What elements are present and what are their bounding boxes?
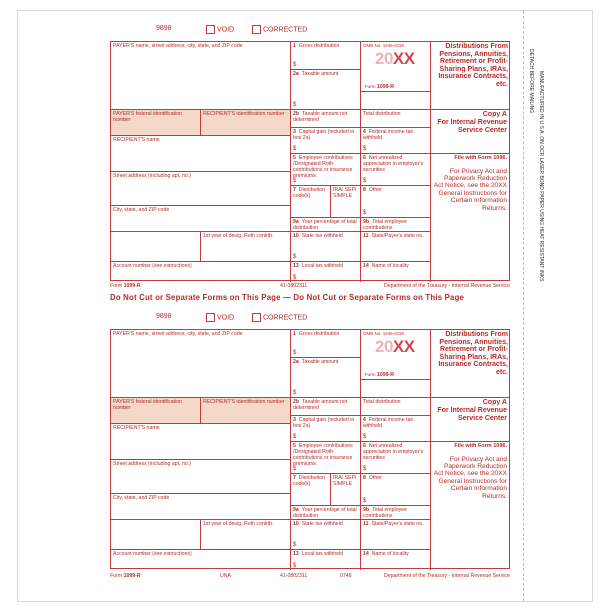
- form-grid: [110, 41, 510, 281]
- box3-field[interactable]: 3 Capital gain (included in box 2a) $: [291, 416, 361, 442]
- recipient-name-field[interactable]: RECIPIENT'S name: [111, 136, 291, 172]
- void-checkbox[interactable]: VOID: [206, 25, 234, 34]
- payer-tin-field[interactable]: PAYER'S federal identification number: [111, 398, 201, 424]
- box13-field[interactable]: 13 Local tax withheld $: [291, 550, 361, 570]
- box9a-field[interactable]: 9a Your percentage of total distribution: [291, 506, 361, 520]
- box2a-field[interactable]: 2a Taxable amount $: [291, 358, 361, 398]
- form-header-row: [110, 313, 510, 327]
- box10-field[interactable]: 10 State tax withheld $: [291, 520, 361, 550]
- box5-field[interactable]: 5 Employee contributions /Designated Roth contributions or insurance premiums $: [291, 442, 361, 474]
- box14-field[interactable]: 14 Name of locality: [361, 550, 431, 570]
- first-year-roth-field[interactable]: 1st year of desig. Roth contrib.: [201, 232, 291, 262]
- account-number-field[interactable]: Account number (see instructions): [111, 550, 291, 570]
- street-address-field[interactable]: Street address (including apt. no.): [111, 172, 291, 206]
- box9b-field[interactable]: 9b Total employee contributions: [361, 218, 431, 232]
- box3-field[interactable]: 3 Capital gain (included in box 2a) $: [291, 128, 361, 154]
- ira-sep-simple-field[interactable]: IRA/ SEP/ SIMPLE: [331, 474, 361, 506]
- recipient-tin-field[interactable]: RECIPIENT'S identification number: [201, 398, 291, 424]
- notice-box: File with Form 1096. For Privacy Act and Paperwork Reduction Act Notice, see the 20XX General Instructions for Certain Information Returns.: [433, 155, 507, 212]
- box9a-field[interactable]: 9a Your percentage of total distribution: [291, 218, 361, 232]
- spacer: [361, 380, 431, 398]
- box4-field[interactable]: 4 Federal income tax withheld $: [361, 128, 431, 154]
- form-footer: Form 1099-R UNA 41-0802311 0748 Department of the Treasury - Internal Revenue Service: [110, 573, 510, 579]
- box2b-field[interactable]: 2b Taxable amount not determined: [291, 398, 361, 416]
- spacer: [111, 232, 201, 262]
- corrected-checkbox[interactable]: CORRECTED: [252, 313, 307, 322]
- omb-year-box: OMB No. 1545-0119 20XX Form 1099-R: [361, 330, 431, 380]
- control-number: 9898: [156, 313, 172, 320]
- box11-field[interactable]: 11 State/Payer's state no.: [361, 520, 431, 550]
- form-copy-top: [110, 11, 510, 311]
- control-number: 9898: [156, 25, 172, 32]
- omb-year-box: OMB No. 1545-0119 20XX Form 1099-R: [361, 42, 431, 92]
- box9b-field[interactable]: 9b Total employee contributions: [361, 506, 431, 520]
- box5-field[interactable]: 5 Employee contributions /Designated Roth contributions or insurance premiums $: [291, 154, 361, 186]
- total-dist-field[interactable]: Total distribution: [361, 110, 431, 128]
- notice-box: File with Form 1096. For Privacy Act and Paperwork Reduction Act Notice, see the 20XX General Instructions for Certain Information Returns.: [433, 443, 507, 500]
- form-footer: Form 1099-R 41-0802311 Department of the Treasury - Internal Revenue Service: [110, 283, 510, 289]
- form-title-box: Distributions From Pensions, Annuities, Retirement or Profit-Sharing Plans, IRAs, Insurance Contracts, etc.: [431, 330, 509, 398]
- form-sheet: [17, 10, 593, 602]
- form-grid: [110, 329, 510, 569]
- recipient-name-field[interactable]: RECIPIENT'S name: [111, 424, 291, 460]
- ira-sep-simple-field[interactable]: IRA/ SEP/ SIMPLE: [331, 186, 361, 218]
- void-checkbox[interactable]: VOID: [206, 313, 234, 322]
- copy-a-box: Copy A For Internal Revenue Service Center: [431, 398, 509, 442]
- box2b-field[interactable]: 2b Taxable amount not determined: [291, 110, 361, 128]
- copy-a-box: Copy A For Internal Revenue Service Center: [431, 110, 509, 154]
- payer-info-field[interactable]: PAYER'S name, street address, city, state, and ZIP code: [111, 42, 291, 110]
- box10-field[interactable]: 10 State tax withheld $: [291, 232, 361, 262]
- detach-text: DETACH BEFORE MAILING: [528, 49, 534, 114]
- payer-info-field[interactable]: PAYER'S name, street address, city, state, and ZIP code: [111, 330, 291, 398]
- account-number-field[interactable]: Account number (see instructions): [111, 262, 291, 282]
- form-header-row: [110, 25, 510, 39]
- city-state-zip-field[interactable]: City, state, and ZIP code: [111, 494, 291, 520]
- box14-field[interactable]: 14 Name of locality: [361, 262, 431, 282]
- recipient-tin-field[interactable]: RECIPIENT'S identification number: [201, 110, 291, 136]
- box6-field[interactable]: 6 Net unrealized appreciation in employer's securities $: [361, 442, 431, 474]
- box1-field[interactable]: 1 Gross distribution $: [291, 42, 361, 70]
- tax-year: 20XX: [375, 337, 415, 356]
- spacer: [111, 520, 201, 550]
- form-title-box: Distributions From Pensions, Annuities, Retirement or Profit-Sharing Plans, IRAs, Insurance Contracts, etc.: [431, 42, 509, 110]
- box2a-field[interactable]: 2a Taxable amount $: [291, 70, 361, 110]
- tax-year: 20XX: [375, 49, 415, 68]
- first-year-roth-field[interactable]: 1st year of desig. Roth contrib.: [201, 520, 291, 550]
- box13-field[interactable]: 13 Local tax withheld $: [291, 262, 361, 282]
- box6-field[interactable]: 6 Net unrealized appreciation in employer's securities $: [361, 154, 431, 186]
- payer-tin-field[interactable]: PAYER'S federal identification number: [111, 110, 201, 136]
- form-copy-bottom: [110, 311, 510, 601]
- total-dist-field[interactable]: Total distribution: [361, 398, 431, 416]
- perforation-line: [523, 11, 524, 601]
- box4-field[interactable]: 4 Federal income tax withheld $: [361, 416, 431, 442]
- city-state-zip-field[interactable]: City, state, and ZIP code: [111, 206, 291, 232]
- box8-field[interactable]: 8 Other $: [361, 186, 431, 218]
- spacer: [361, 92, 431, 110]
- do-not-cut-notice: Do Not Cut or Separate Forms on This Page — Do Not Cut or Separate Forms on This Page: [110, 293, 465, 302]
- box8-field[interactable]: 8 Other $: [361, 474, 431, 506]
- manufactured-text: MANUFACTURED IN U.S.A. ON OCR LASER BOND PAPER USING HEAT RESISTANT INKS: [538, 71, 544, 282]
- box1-field[interactable]: 1 Gross distribution $: [291, 330, 361, 358]
- corrected-checkbox[interactable]: CORRECTED: [252, 25, 307, 34]
- box11-field[interactable]: 11 State/Payer's state no.: [361, 232, 431, 262]
- street-address-field[interactable]: Street address (including apt. no.): [111, 460, 291, 494]
- box7-field[interactable]: 7 Distribution code(s): [291, 474, 331, 506]
- box7-field[interactable]: 7 Distribution code(s): [291, 186, 331, 218]
